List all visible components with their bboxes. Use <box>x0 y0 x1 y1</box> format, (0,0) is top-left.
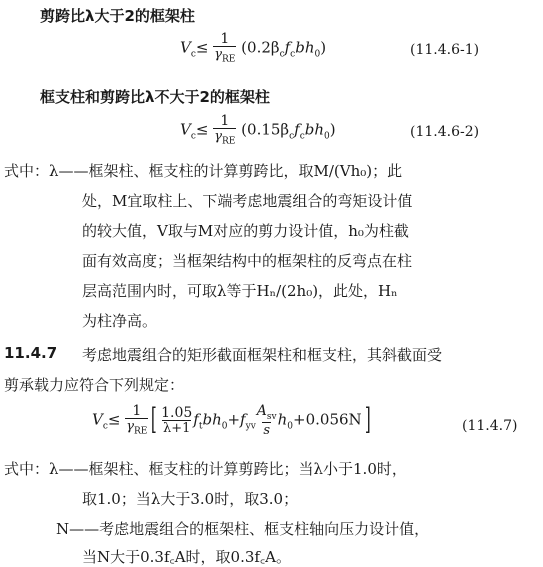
where-line-2: 处，M宜取柱上、下端考虑地震组合的弯矩设计值 <box>82 192 413 210</box>
where-line-3: 的较大值，V取与M对应的剪力设计值，h₀为柱截 <box>82 222 409 240</box>
clause-number: 11.4.7 <box>4 344 58 362</box>
where2-line-1: 式中：λ——框架柱、框支柱的计算剪跨比；当λ小于1.0时， <box>4 460 407 478</box>
where2-line-2: 取1.0；当λ大于3.0时，取3.0； <box>82 490 299 508</box>
where2-line-3: N——考虑地震组合的框架柱、框支柱轴向压力设计值， <box>56 520 430 538</box>
heading-lambda-not-greater-2: 框支柱和剪跨比λ不大于2的框架柱 <box>40 88 270 106</box>
equation-11-4-6-1: $V_c\le$ $\frac{1}{\gamma_{RE}}$ $(0.2\beta_cf_cbh_0)$ <box>180 31 327 65</box>
equation-11-4-6-2: $V_c\le$ $\frac{1}{\gamma_{RE}}$ $(0.15\beta_cf_cbh_0)$ <box>180 113 336 147</box>
eq1-number: (11.4.6-1) <box>410 42 480 58</box>
eq3-outer-fraction: $\frac{1}{\gamma_{RE}}$ <box>126 403 148 437</box>
where2-line-4: 当N大于0.3f꜀A时，取0.3f꜀A。 <box>82 548 291 566</box>
where-line-5: 层高范围内时，可取λ等于Hₙ/(2h₀)，此处，Hₙ <box>82 282 398 300</box>
eq3-fraction-1: $\frac{1.05}{\lambda+1}$ <box>161 404 193 436</box>
clause-line-2: 剪承载力应符合下列规定： <box>4 376 185 394</box>
eq3-fraction-2: $\frac{A_{sv}}{s}$ <box>256 403 277 438</box>
equation-11-4-7: $V_c\le$ $\frac{1}{\gamma_{RE}}$ [ $\frac{1.05}{\lambda+1}$ $f_tbh_0+f_{yv}$ $\frac{A_{sv}}{s}$ $h_0+0.056N$] <box>92 402 371 438</box>
clause-line-1: 考虑地震组合的矩形截面框架柱和框支柱，其斜截面受 <box>82 346 443 364</box>
eq3-number: (11.4.7) <box>462 418 518 434</box>
eq1-fraction: $\frac{1}{\gamma_{RE}}$ <box>214 31 236 65</box>
eq1-le: ≤ <box>195 38 209 57</box>
eq2-fraction: $\frac{1}{\gamma_{RE}}$ <box>214 113 236 147</box>
where-line-4: 面有效高度；当框架结构中的框架柱的反弯点在柱 <box>82 252 413 270</box>
where-line-1: 式中：λ——框架柱、框支柱的计算剪跨比，取M/(Vh₀)；此 <box>4 162 403 180</box>
heading-lambda-greater-2: 剪跨比λ大于2的框架柱 <box>40 7 195 25</box>
eq2-number: (11.4.6-2) <box>410 124 480 140</box>
eq1-lhs: V <box>180 38 191 57</box>
where-line-6: 为柱净高。 <box>82 312 158 330</box>
